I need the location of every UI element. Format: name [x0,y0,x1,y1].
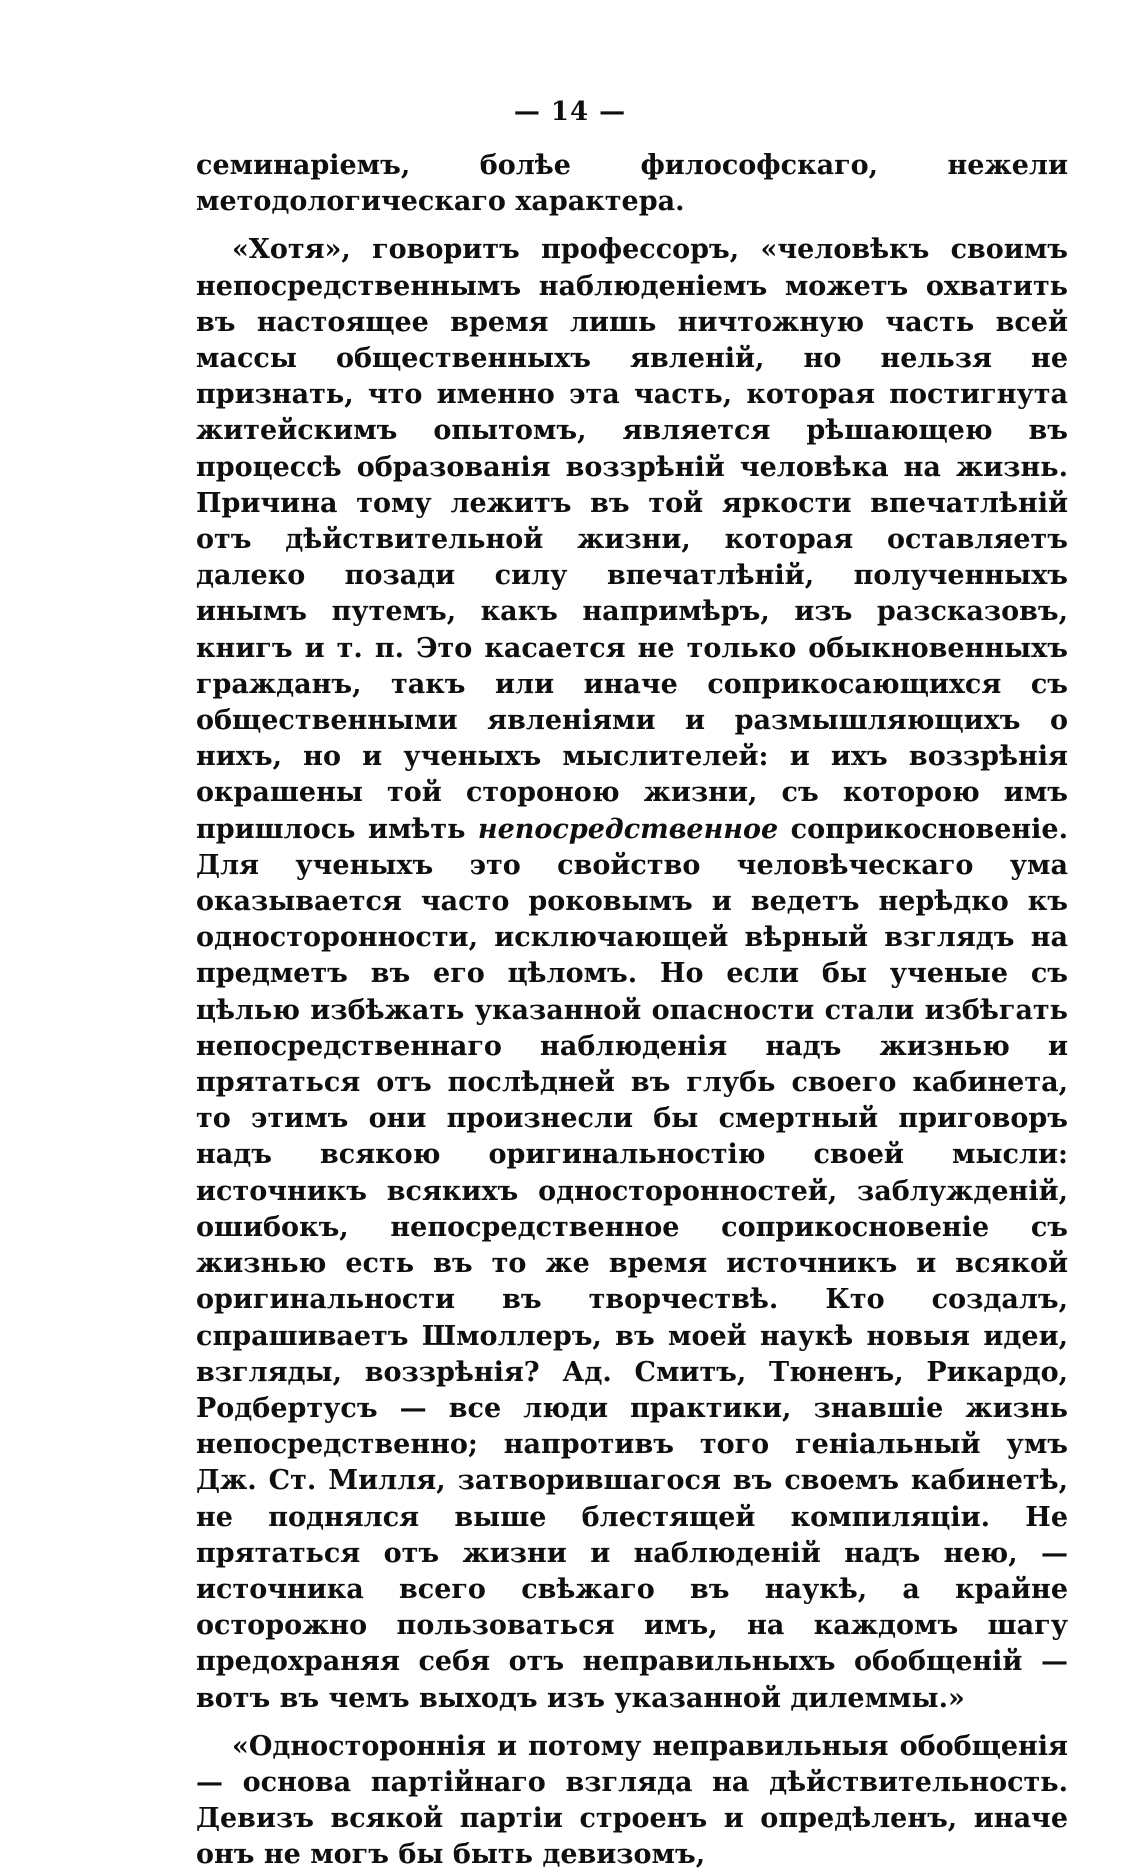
paragraph-quote-professor [196,232,1068,1716]
paragraph-continuation: семинаріемъ, болѣе философскаго, нежели методологическаго характера. [196,150,1068,218]
paragraph-text-after-emphasis: соприкосновеніе. Для ученыхъ это свойство человѣческаго ума оказывается часто роковымъ и ведетъ нерѣдко къ односторонности, исключающей вѣрный взглядъ на предметъ въ его цѣломъ. Но если бы ученые съ цѣлью избѣжать указанной опасности стали избѣгать непосредственнаго наблюденія надъ жизнью и прятаться отъ послѣдней въ глубь своего кабинета, то этимъ они произнесли бы смертный приговоръ надъ всякою оригинальностію своей мысли: источникъ всякихъ односторонностей, заблужденій, ошибокъ, непосредственное соприкосновеніе съ жизнью есть въ то же время источникъ и всякой оригинальности въ творчествѣ. Кто создалъ, спрашиваетъ Шмоллеръ, въ моей наукѣ новыя идеи, взгляды, воззрѣнія? Ад. Смитъ, Тюненъ, Рикардо, Родбертусъ — все люди практики, знавшіе жизнь непосредственно; напротивъ того геніальный умъ Дж. Ст. Милля, затворившагося въ своемъ кабинетѣ, не поднялся выше блестящей компиляціи. Не прятаться отъ жизни и наблюденій надъ нею, — источника всего свѣжаго въ наукѣ, а крайне осторожно пользоваться имъ, на каждомъ шагу предохраняя себя отъ неправильныхъ обобщеній — вотъ въ чемъ выходъ изъ указанной дилеммы.» [196,813,1068,1714]
body-text [196,148,1068,1874]
paragraph-partisan-view: «Одностороннія и потому неправильныя обобщенія — основа партійнаго взгляда на дѣйствительность. Девизъ всякой партіи строенъ и опредѣленъ, иначе онъ не могъ бы быть девизомъ, [196,1730,1068,1871]
emphasized-word: непосредственное [477,813,779,845]
page-number: — 14 — [513,97,627,127]
paragraph-text-before-emphasis: «Хотя», говоритъ профессоръ, «человѣкъ своимъ непосредственнымъ наблюденіемъ можетъ охватить въ настоящее время лишь ничтожную часть всей массы общественныхъ явленій, но нельзя не признать, что именно эта часть, которая постигнута житейскимъ опытомъ, является рѣшающею въ процессѣ образованія воззрѣній человѣка на жизнь. Причина тому лежитъ въ той яркости впечатлѣній отъ дѣйствительной жизни, которая оставляетъ далеко позади силу впечатлѣній, полученныхъ инымъ путемъ, какъ напримѣръ, изъ разсказовъ, книгъ и т. п. Это касается не только обыкновенныхъ гражданъ, такъ или иначе соприкосающихся съ общественными явленіями и размышляющихъ о нихъ, но и ученыхъ мыслителей: и ихъ воззрѣнія окрашены той стороною жизни, съ которою имъ пришлось имѣть [196,234,1068,845]
